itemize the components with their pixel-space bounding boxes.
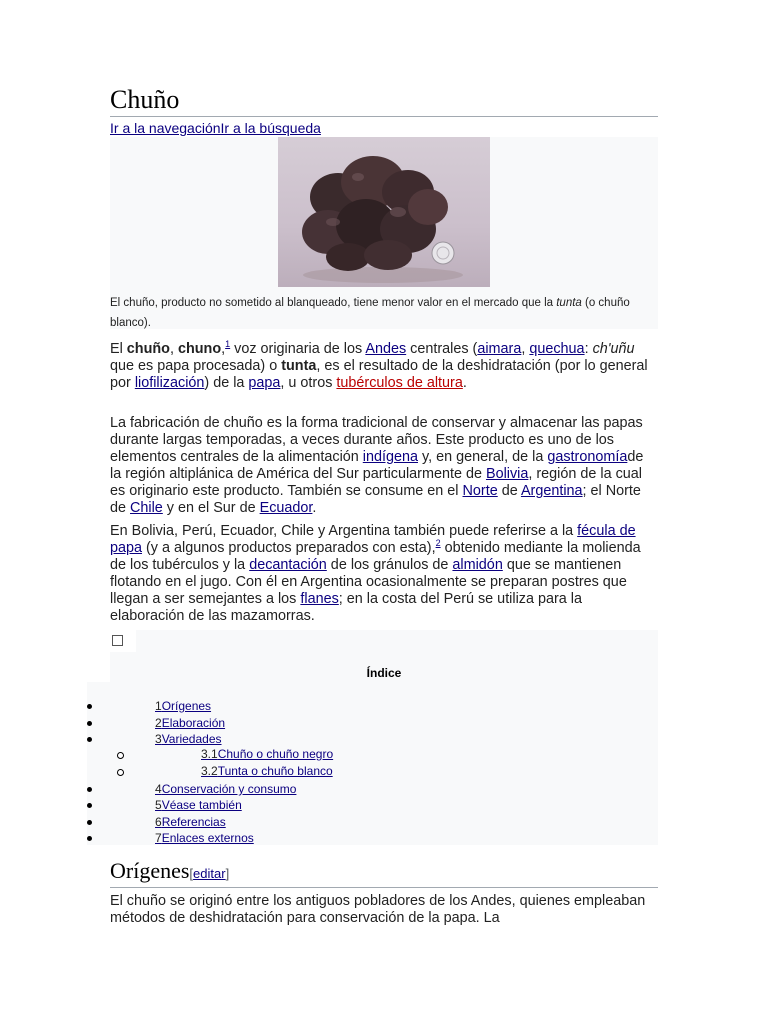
section-heading-text: Orígenes	[110, 858, 190, 883]
bolivia-link[interactable]: Bolivia	[485, 466, 529, 482]
intro-paragraph-2: La fabricación de chuño es la forma tradicional de conservar y almacenar las papas durante largas temporadas, a veces durante años. Este producto es uno de los elementos centrales de la alimentación indígena y, en general, de la gastronomíade la región altiplánica de América del Sur particularmente de Bolivia, región de la cual es originario este producto. También se consume en el Norte de Argentina; el Norte de Chile y en el Sur de Ecuador.	[110, 415, 644, 516]
almidon-link[interactable]: almidón	[452, 557, 503, 573]
section-heading-origenes	[110, 858, 658, 888]
reference-1-link[interactable]: 1	[225, 339, 231, 350]
toc-title: Índice	[366, 666, 402, 680]
intro-paragraph-3: En Bolivia, Perú, Ecuador, Chile y Argentina también puede referirse a la fécula de papa (y a algunos productos preparados con esta),$^2$ obtenido mediante la molienda de los tubérculos y la decantación de los gránulos de almidón que se mantienen flotando en el jugo. Con él en Argentina ocasionalmente se preparan postres que llegan a ser semejantes a los flanes; en la costa del Perú se utiliza para la elaboración de las mazamorras.	[110, 523, 641, 624]
bullet-icon	[87, 787, 92, 792]
argentina-link[interactable]: Argentina	[520, 483, 583, 499]
circle-bullet-icon	[117, 769, 124, 776]
aimara-link[interactable]: aimara	[477, 341, 522, 357]
circle-bullet-icon	[117, 752, 124, 759]
bullet-icon	[87, 721, 92, 726]
norte-link[interactable]: Norte	[462, 483, 498, 499]
toc-item-tunta[interactable]: 3.2Tunta o chuño blanco	[201, 764, 333, 778]
bullet-icon	[87, 820, 92, 825]
fecula-de-papa-link[interactable]: fécula de papa	[110, 523, 636, 556]
jump-links	[110, 120, 321, 136]
intro-paragraph-1: El chuño, chuno,$^1$ voz originaria de los Andes centrales (aimara, quechua: ch'uñu que es papa procesada) o tunta, es el resultado de la deshidratación (por lo general por liofilización) de la papa, u otros tubérculos de altura.	[110, 339, 648, 391]
bullet-icon	[87, 836, 92, 841]
reference-2-link[interactable]: 2	[435, 538, 441, 549]
papa-link[interactable]: papa	[248, 375, 281, 391]
flanes-link[interactable]: flanes	[300, 591, 339, 607]
caption-text: El chuño, producto no sometido al blanqueado, tiene menor valor en el mercado que la	[110, 297, 557, 309]
toc-item-elaboracion[interactable]: 2Elaboración	[155, 716, 226, 730]
toc-toggle-checkbox-icon[interactable]	[112, 635, 123, 646]
toc-item-conservacion[interactable]: 4Conservación y consumo	[155, 782, 297, 796]
chuno-photo[interactable]	[278, 137, 490, 287]
gastronomia-link[interactable]: gastronomía	[547, 449, 628, 465]
edit-section-link[interactable]: editar	[193, 866, 226, 881]
quechua-link[interactable]: quechua	[529, 341, 585, 357]
tuberculos-de-altura-redlink[interactable]: tubérculos de altura	[336, 375, 463, 391]
jump-to-search-link[interactable]: Ir a la búsqueda	[220, 120, 321, 136]
chile-link[interactable]: Chile	[130, 500, 163, 516]
origenes-paragraph: El chuño se originó entre los antiguos pobladores de los Andes, quienes empleaban métodos de deshidratación para conservación de la papa. La	[110, 893, 646, 926]
page-title: Chuño	[110, 84, 658, 117]
toc-item-enlaces-externos[interactable]: 7Enlaces externos	[155, 831, 254, 845]
decantacion-link[interactable]: decantación	[249, 557, 327, 573]
andes-link[interactable]: Andes	[365, 341, 407, 357]
chuno-pile-image	[278, 137, 490, 287]
toc-item-variedades[interactable]: 3Variedades	[155, 732, 222, 746]
caption-text-end: (o chuño blanco).	[110, 297, 630, 329]
caption-emphasis: tunta	[556, 297, 582, 309]
jump-to-navigation-link[interactable]: Ir a la navegación	[110, 120, 221, 136]
toc-item-referencias[interactable]: 6Referencias	[155, 815, 226, 829]
toc-item-origenes[interactable]: 1Orígenes	[155, 699, 212, 713]
bullet-icon	[87, 704, 92, 709]
bullet-icon	[87, 803, 92, 808]
liofilizacion-link[interactable]: liofilización	[134, 375, 205, 391]
edit-section: [editar]	[189, 866, 230, 881]
indigena-link[interactable]: indígena	[362, 449, 418, 465]
toc-item-vease-tambien[interactable]: 5Véase también	[155, 798, 242, 812]
figure-caption	[110, 293, 658, 333]
bullet-icon	[87, 737, 92, 742]
ecuador-link[interactable]: Ecuador	[259, 500, 313, 516]
thumbnail-figure	[110, 137, 658, 329]
toc-item-chuno-negro[interactable]: 3.1Chuño o chuño negro	[201, 747, 334, 761]
